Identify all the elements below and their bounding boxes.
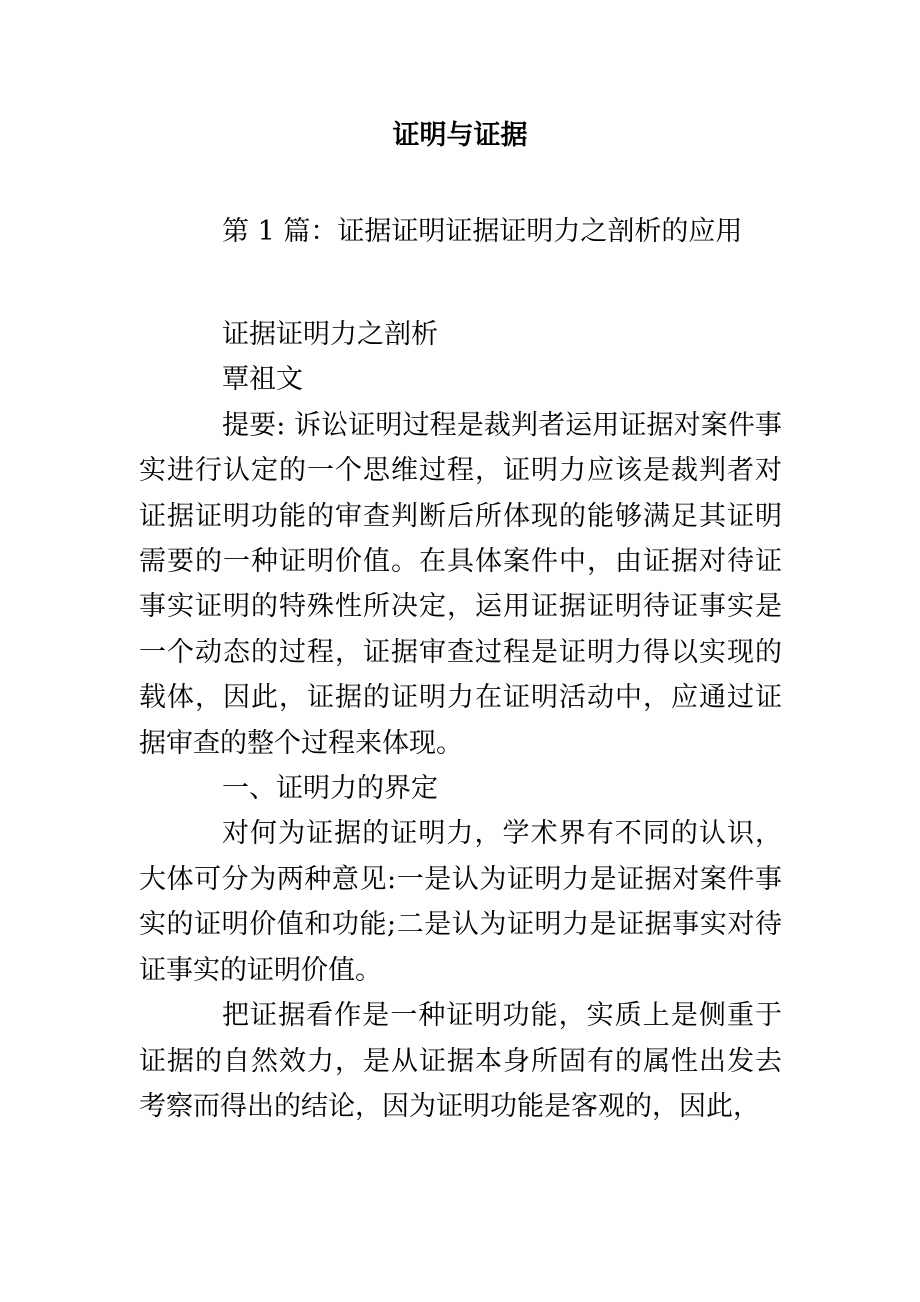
document-body xyxy=(139,312,782,1129)
author-name: 覃祖文 xyxy=(222,364,303,396)
body-paragraph: 把证据看作是一种证明功能，实质上是侧重于证据的自然效力，是从证据本身所固有的属性出发去考察而得出的结论，因为证明功能是客观的，因此， xyxy=(139,1000,782,1122)
document-title: 证明与证据 xyxy=(392,120,528,151)
section-heading: 第 1 篇：证据证明证据证明力之剖析的应用 xyxy=(222,216,743,247)
subsection-heading: 一、证明力的界定 xyxy=(222,773,438,805)
article-title: 证据证明力之剖析 xyxy=(222,319,438,350)
abstract-paragraph: 提要: 诉讼证明过程是裁判者运用证据对案件事实进行认定的一个思维过程，证明力应该是裁判者对证据证明功能的审查判断后所体现的能够满足其证明需要的一种证明价值。在具体案件中，由证据对待证事实证明的特殊性所决定，运用证据证明待证事实是一个动态的过程，证据审查过程是证明力得以实现的载体，因此，证据的证明力在证明活动中，应通过证据审查的整个过程来体现。 xyxy=(139,409,782,759)
body-paragraph: 对何为证据的证明力，学术界有不同的认识，大体可分为两种意见:一是认为证明力是证据对案件事实的证明价值和功能;二是认为证明力是证据事实对待证事实的证明价值。 xyxy=(139,818,782,986)
